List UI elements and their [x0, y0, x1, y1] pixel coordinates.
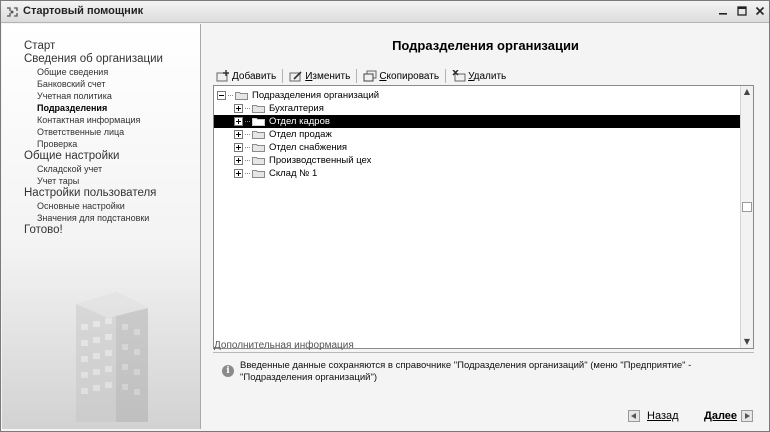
tree-connector [228, 95, 233, 96]
tree-item-label: Производственный цех [269, 155, 372, 166]
sidebar-item[interactable]: Учетная политика [37, 91, 112, 101]
expand-icon[interactable] [234, 130, 243, 139]
tree-item-label: Отдел снабжения [269, 142, 348, 153]
tree-item-label: Бухгалтерия [269, 103, 324, 114]
scroll-thumb[interactable] [742, 202, 752, 212]
collapse-icon[interactable] [217, 91, 226, 100]
folder-icon [252, 130, 265, 139]
tree-item[interactable] [214, 115, 740, 128]
sidebar-item[interactable]: Банковский счет [37, 79, 106, 89]
minimize-icon[interactable] [715, 3, 731, 19]
sidebar-item[interactable]: Значения для подстановки [37, 213, 150, 223]
tree-connector [245, 160, 250, 161]
wizard-steps-pane [2, 24, 201, 429]
copy-icon [363, 70, 377, 82]
expand-icon[interactable] [234, 117, 243, 126]
back-label: Назад [647, 410, 679, 422]
folder-icon [252, 169, 265, 178]
sidebar-item[interactable]: Общие сведения [37, 67, 109, 77]
folder-icon [252, 156, 265, 165]
scroll-up-icon[interactable]: ▲ [743, 87, 751, 96]
page-title: Подразделения организации [392, 38, 579, 53]
wizard-steps-list [24, 40, 199, 237]
tree-item-label: Отдел кадров [269, 116, 330, 127]
tree-item[interactable] [214, 141, 347, 154]
delete-button[interactable]: Удалить [450, 67, 508, 85]
copy-button[interactable]: Скопировать [361, 67, 441, 85]
sidebar-item[interactable]: Готово! [24, 224, 63, 236]
arrow-right-icon [741, 410, 753, 422]
toolbar-divider [445, 69, 446, 83]
tree-connector [245, 147, 250, 148]
vertical-scrollbar[interactable] [740, 86, 753, 348]
sidebar-item[interactable]: Учет тары [37, 176, 80, 186]
expand-icon[interactable] [234, 143, 243, 152]
tree-item[interactable] [214, 167, 317, 180]
tree-item[interactable] [214, 128, 332, 141]
tree-item-label: Склад № 1 [269, 168, 318, 179]
info-icon: i [222, 365, 234, 377]
app-icon [5, 5, 19, 19]
tree-connector [245, 121, 250, 122]
toolbar-divider [282, 69, 283, 83]
additional-info-text: Введенные данные сохраняются в справочнике "Подразделения организаций" (меню "Предприятие" - "Подразделения организаций") [240, 360, 692, 383]
next-button[interactable] [704, 409, 753, 423]
sidebar-item[interactable]: Подразделения [37, 103, 108, 113]
arrow-left-icon [628, 410, 640, 422]
close-icon[interactable] [752, 3, 768, 19]
sidebar-item[interactable]: Складской учет [37, 164, 103, 174]
sidebar-item[interactable]: Основные настройки [37, 201, 125, 211]
folder-icon [235, 91, 248, 100]
expand-icon[interactable] [234, 169, 243, 178]
sidebar-item[interactable]: Контактная информация [37, 115, 141, 125]
window-title: Стартовый помощник [23, 5, 144, 17]
scroll-down-icon[interactable]: ▼ [743, 337, 751, 346]
tree-item-label: Отдел продаж [269, 129, 332, 140]
delete-icon [452, 70, 466, 82]
edit-button[interactable]: Изменить [287, 67, 352, 85]
tree-connector [245, 134, 250, 135]
departments-tree[interactable] [213, 85, 754, 349]
sidebar-item[interactable]: Ответственные лица [37, 127, 125, 137]
tree-connector [245, 108, 250, 109]
sidebar-item[interactable]: Общие настройки [24, 150, 120, 162]
back-button[interactable] [628, 409, 679, 423]
title-bar [1, 1, 769, 23]
sidebar-item[interactable]: Старт [24, 40, 56, 52]
tree-root[interactable] [217, 89, 379, 102]
building-icon [56, 274, 156, 424]
toolbar-divider [356, 69, 357, 83]
main-pane [202, 24, 769, 429]
expand-icon[interactable] [234, 104, 243, 113]
sidebar-item[interactable]: Проверка [37, 139, 78, 149]
divider [213, 352, 754, 353]
tree-item[interactable] [214, 154, 371, 167]
folder-icon [252, 143, 265, 152]
additional-info-title: Дополнительная информация [214, 340, 354, 351]
sidebar-item[interactable]: Настройки пользователя [24, 187, 157, 199]
add-icon [216, 70, 230, 82]
tree-root-label: Подразделения организаций [252, 90, 380, 101]
next-label: Далее [704, 410, 738, 422]
folder-icon [252, 117, 265, 126]
maximize-icon[interactable] [734, 3, 750, 19]
sidebar-item[interactable]: Сведения об организации [24, 53, 163, 65]
folder-icon [252, 104, 265, 113]
toolbar [214, 67, 508, 85]
add-button[interactable]: Добавить [214, 67, 278, 85]
tree-connector [245, 173, 250, 174]
edit-icon [289, 70, 303, 82]
tree-item[interactable] [214, 102, 324, 115]
expand-icon[interactable] [234, 156, 243, 165]
